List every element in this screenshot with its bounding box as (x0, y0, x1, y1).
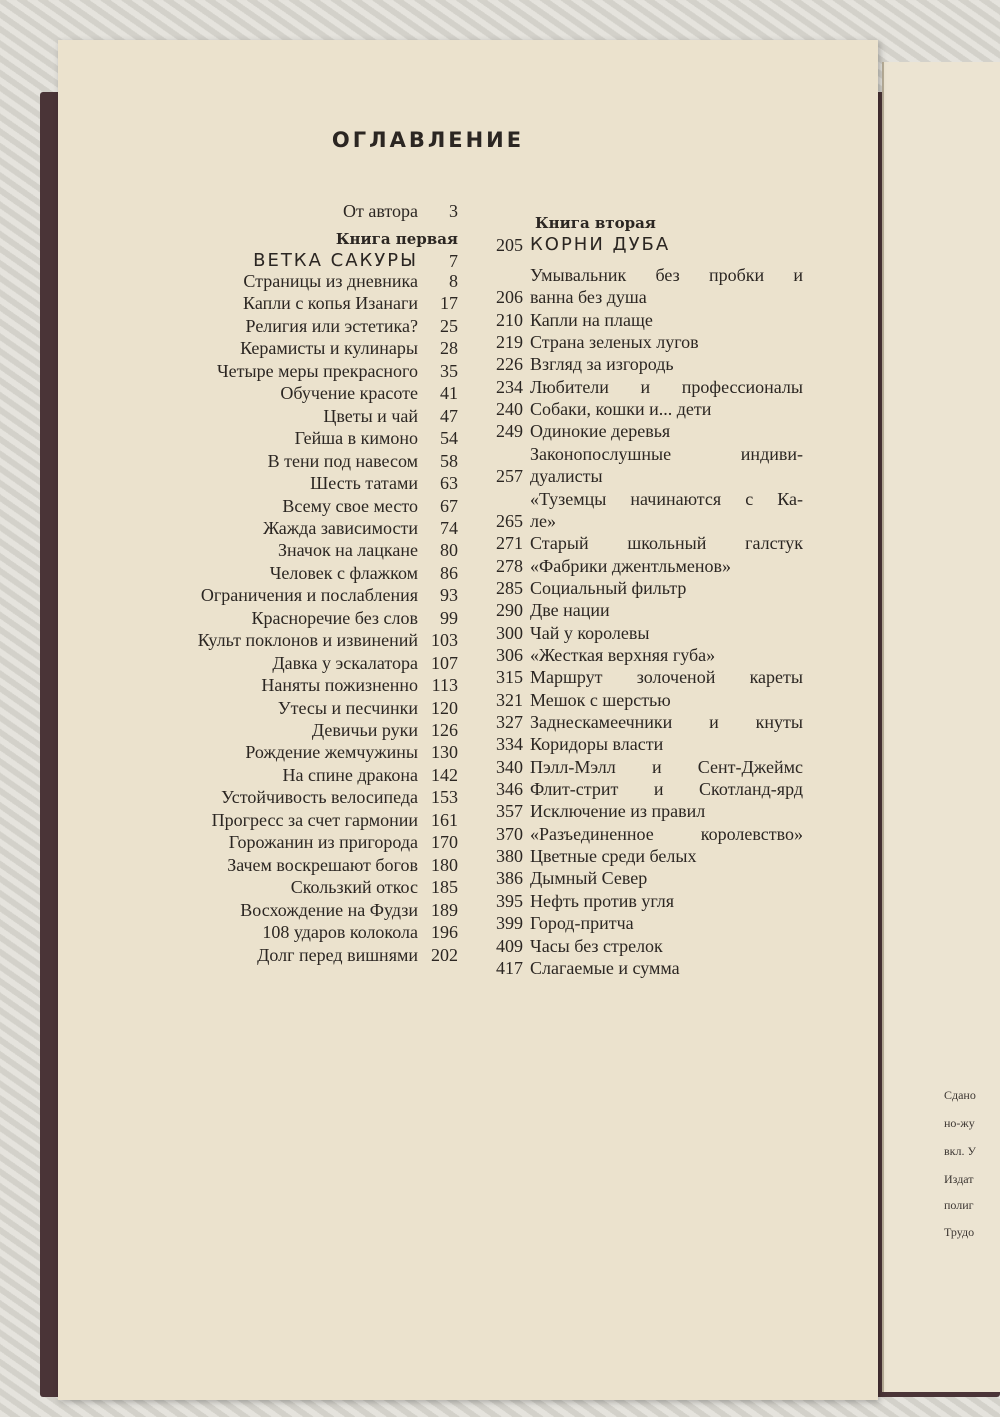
toc-entry-page: 205 (496, 235, 523, 255)
toc-entry-page: 7 (449, 251, 458, 271)
toc-entry-page: 285 (496, 577, 523, 598)
toc-entry-title: Старый школьный галстук (530, 533, 803, 554)
toc-entry-title: На спине дракона (282, 764, 418, 785)
toc-entry (118, 719, 458, 741)
toc-entry-page: 153 (431, 787, 458, 808)
toc-entry (483, 644, 803, 666)
toc-entry-title: Восхождение на Фудзи (240, 899, 418, 920)
toc-entry-page: 196 (431, 922, 458, 943)
toc-entry-title: Социальный фильтр (530, 577, 687, 598)
toc-entry-page: 67 (440, 495, 458, 516)
toc-entry (118, 562, 458, 584)
toc-entry-page: 278 (496, 555, 523, 576)
toc-entry (118, 831, 458, 853)
toc-entry-page: 93 (440, 585, 458, 606)
toc-entry-title: Чай у королевы (530, 622, 650, 643)
toc-entry-page: 327 (496, 712, 523, 732)
toc-entry-title: ле» (530, 510, 556, 531)
toc-entry-page: 54 (440, 428, 458, 449)
toc-entry (483, 555, 803, 577)
toc-entry-page: 99 (440, 607, 458, 628)
toc-entry-title: Всему свое место (282, 495, 418, 516)
toc-entry-title: Одинокие деревья (530, 421, 671, 442)
toc-entry (483, 711, 803, 733)
toc-entry-title: Заднескамеечники и кнуты (530, 712, 803, 732)
toc-entry-page: 180 (431, 854, 458, 875)
toc-entry (118, 809, 458, 831)
toc-entry (483, 532, 803, 554)
toc-entry-page: 41 (440, 383, 458, 404)
toc-entry-title: Долг перед вишнями (257, 944, 418, 965)
toc-entry-title: Давка у эскалатора (272, 652, 418, 673)
toc-entry-page: 86 (440, 562, 458, 583)
toc-entry-page: 240 (496, 399, 523, 420)
toc-entry-title: дуалисты (530, 466, 603, 487)
toc-entry-page: 226 (496, 354, 523, 375)
toc-entry-title: От автора (342, 201, 418, 221)
contents-page (58, 40, 878, 1400)
toc-entry (118, 427, 458, 449)
toc-entry-title: Цветные среди белых (530, 846, 697, 867)
toc-entry-page: 63 (440, 473, 458, 494)
toc-entry (483, 912, 803, 934)
toc-entry-title: Значок на лацкане (277, 540, 418, 561)
toc-entry (483, 890, 803, 912)
toc-entry-page: 234 (496, 376, 523, 397)
toc-entry-title: Собаки, кошки и... дети (530, 399, 712, 420)
toc-entry-title: Обучение красоте (280, 383, 418, 404)
toc-entry-title: Культ поклонов и извинений (197, 630, 418, 651)
toc-entry-title: Религия или эстетика? (245, 315, 418, 336)
toc-entry (483, 666, 803, 688)
toc-entry-title: Шесть татами (310, 473, 418, 494)
toc-entry-title: Прогресс за счет гармонии (211, 809, 418, 830)
toc-entry (118, 450, 458, 472)
toc-entry-page: 370 (496, 823, 523, 844)
toc-entry (483, 800, 803, 822)
toc-entry-page: 80 (440, 540, 458, 561)
toc-entry-page: 257 (496, 466, 523, 487)
toc-entry-page: 17 (440, 293, 458, 314)
book-two-label: Книга вторая (535, 214, 656, 232)
toc-entry (483, 689, 803, 711)
toc-entry (483, 309, 803, 331)
toc-entry-page: 315 (496, 667, 523, 688)
toc-entry-page: 380 (496, 846, 523, 867)
toc-entry-title: «Фабрики джентльменов» (530, 555, 731, 576)
toc-entry-page: 170 (431, 832, 458, 853)
toc-entry-title: Четыре меры прекрасного (216, 360, 418, 381)
toc-entry (118, 360, 458, 382)
facing-page-fragment: Издат (944, 1172, 974, 1186)
toc-entry-page: 25 (440, 315, 458, 336)
toc-entry (483, 465, 803, 487)
toc-entry-title: Взгляд за изгородь (530, 354, 674, 375)
toc-entry-page: 346 (496, 779, 523, 800)
toc-entry (118, 315, 458, 337)
toc-entry (483, 286, 803, 308)
facing-page-fragment: вкл. У (944, 1144, 976, 1158)
toc-entry-title: КОРНИ ДУБА (530, 234, 671, 255)
toc-entry-title: Исключение из правил (530, 801, 706, 822)
facing-page-fragment: Трудо (944, 1225, 975, 1239)
toc-entry-page: 357 (496, 801, 523, 822)
toc-entry-title: Скользкий откос (290, 877, 418, 898)
toc-entry (118, 674, 458, 696)
toc-entry (483, 957, 803, 979)
toc-entry-page: 271 (496, 533, 523, 554)
facing-page (882, 62, 1000, 1392)
toc-entry-page: 340 (496, 756, 523, 777)
toc-entry (483, 867, 803, 889)
toc-entry-title: Страна зеленых лугов (530, 332, 699, 353)
toc-entry-page: 28 (440, 338, 458, 359)
toc-entry (118, 741, 458, 763)
toc-entry (483, 353, 803, 375)
toc-entry-page: 185 (431, 877, 458, 898)
toc-entry-page: 126 (431, 720, 458, 740)
toc-entry (483, 510, 803, 532)
toc-entry-title: Маршрут золоченой кареты (530, 667, 803, 688)
toc-entry-title: Зачем воскрешают богов (227, 854, 418, 875)
toc-entry-title: Дымный Север (530, 868, 648, 889)
toc-entry-title: Умывальник без пробки и (530, 265, 803, 285)
toc-entry-page: 210 (496, 309, 523, 330)
toc-entry-page: 386 (496, 868, 523, 889)
toc-entry-title: Цветы и чай (323, 405, 418, 426)
toc-entry (118, 337, 458, 359)
toc-entry-page: 265 (496, 510, 523, 531)
toc-entry-title: Флит-стрит и Скотланд-ярд (530, 779, 803, 800)
toc-entry-title: «Разъединенное королевство» (530, 823, 803, 844)
toc-entry-page: 189 (431, 899, 458, 920)
toc-entry-page: 300 (496, 622, 523, 643)
toc-entry-page: 334 (496, 734, 523, 755)
toc-entry (118, 697, 458, 719)
toc-entry-page: 417 (496, 957, 523, 978)
toc-entry-title: Утесы и песчинки (277, 697, 418, 718)
toc-entry-title: Две нации (530, 600, 610, 621)
toc-entry (483, 488, 803, 510)
toc-entry (118, 921, 458, 943)
toc-entry-title: ВЕТКА САКУРЫ (253, 250, 418, 271)
toc-entry-page: 395 (496, 890, 523, 911)
toc-entry (483, 756, 803, 778)
toc-entry-page: 103 (431, 630, 458, 651)
facing-page-fragment: полиг (944, 1198, 974, 1212)
toc-entry-title: Гейша в кимоно (294, 428, 418, 449)
toc-entry (118, 517, 458, 539)
toc-entry-page: 8 (449, 271, 458, 291)
toc-entry (483, 264, 803, 286)
toc-entry (118, 382, 458, 404)
toc-entry-page: 130 (431, 742, 458, 763)
toc-entry-title: Рождение жемчужины (245, 742, 418, 763)
toc-entry-page: 206 (496, 287, 523, 308)
toc-entry (483, 398, 803, 420)
toc-entry-page: 74 (440, 517, 458, 538)
toc-entry-title: Человек с флажком (269, 562, 418, 583)
toc-entry (118, 629, 458, 651)
facing-page-fragment: Сдано (944, 1088, 976, 1102)
toc-entry (118, 764, 458, 786)
toc-entry (118, 584, 458, 606)
toc-entry (118, 405, 458, 427)
toc-entry-title: Капли на плаще (530, 309, 653, 330)
toc-entry-page: 58 (440, 450, 458, 471)
toc-entry (483, 234, 803, 256)
toc-entry-title: В тени под навесом (267, 450, 418, 471)
toc-entry-title: Часы без стрелок (530, 935, 663, 956)
toc-entry (483, 622, 803, 644)
toc-entry (118, 270, 458, 292)
toc-entry (118, 250, 458, 272)
toc-entry-title: Жажда зависимости (263, 517, 418, 538)
toc-entry-page: 290 (496, 600, 523, 621)
toc-entry (483, 376, 803, 398)
toc-entry (118, 854, 458, 876)
toc-entry-title: Мешок с шерстью (530, 689, 671, 710)
toc-entry (483, 733, 803, 755)
toc-entry (118, 539, 458, 561)
toc-entry (118, 607, 458, 629)
toc-entry (483, 599, 803, 621)
toc-entry-title: Капли с копья Изанаги (243, 293, 418, 314)
toc-entry (118, 495, 458, 517)
toc-entry-title: Ограничения и послабления (200, 585, 418, 606)
toc-entry-title: Горожанин из пригорода (228, 832, 418, 853)
toc-entry (483, 331, 803, 353)
toc-entry-page: 219 (496, 332, 523, 353)
toc-entry-page: 161 (431, 809, 458, 830)
toc-entry (118, 472, 458, 494)
toc-entry-title: Красноречие без слов (251, 607, 418, 628)
toc-entry-title: 108 ударов колокола (262, 922, 418, 943)
toc-entry-title: Коридоры власти (530, 734, 664, 755)
toc-entry (118, 899, 458, 921)
toc-entry-title: Наняты пожизненно (261, 675, 418, 696)
toc-entry-page: 35 (440, 360, 458, 381)
book-one-label: Книга первая (335, 230, 458, 248)
toc-entry-page: 409 (496, 935, 523, 956)
toc-entry-page: 399 (496, 913, 523, 934)
toc-entry-title: Керамисты и кулинары (240, 338, 418, 359)
toc-entry (483, 823, 803, 845)
facing-page-fragment: но-жу (944, 1116, 975, 1130)
toc-entry (118, 292, 458, 314)
toc-entry (118, 200, 458, 222)
toc-entry-title: Законопослушные индиви- (530, 443, 803, 464)
toc-entry-title: Устойчивость велосипеда (221, 787, 418, 808)
toc-entry-page: 249 (496, 421, 523, 442)
toc-entry-title: Пэлл-Мэлл и Сент-Джеймс (530, 756, 803, 777)
toc-entry-page: 142 (431, 764, 458, 785)
toc-entry-page: 321 (496, 689, 523, 710)
toc-entry (118, 786, 458, 808)
toc-entry (118, 944, 458, 966)
toc-entry-title: «Туземцы начинаются с Ка- (530, 488, 803, 509)
toc-entry-title: «Жесткая верхняя губа» (530, 644, 716, 665)
toc-entry-page: 202 (431, 944, 458, 965)
toc-entry-title: Любители и профессионалы (530, 376, 803, 397)
toc-entry-page: 306 (496, 644, 523, 665)
toc-entry (483, 577, 803, 599)
toc-entry-title: Девичьи руки (311, 720, 418, 740)
toc-entry (118, 876, 458, 898)
toc-entry-title: Нефть против угля (530, 890, 675, 911)
toc-entry-title: Страницы из дневника (243, 271, 418, 291)
page-title: ОГЛАВЛЕНИЕ (331, 128, 525, 152)
toc-entry (118, 652, 458, 674)
toc-entry-page: 107 (431, 652, 458, 673)
toc-entry-page: 113 (431, 675, 458, 696)
toc-entry (483, 443, 803, 465)
toc-entry (483, 778, 803, 800)
toc-entry-page: 120 (431, 697, 458, 718)
toc-entry (483, 845, 803, 867)
toc-entry-title: Слагаемые и сумма (530, 957, 680, 978)
toc-entry (483, 420, 803, 442)
toc-entry (483, 935, 803, 957)
toc-entry-page: 47 (440, 405, 458, 426)
toc-entry-page: 3 (449, 201, 458, 221)
toc-entry-title: Город-притча (530, 913, 634, 934)
toc-entry-title: ванна без душа (530, 287, 647, 308)
